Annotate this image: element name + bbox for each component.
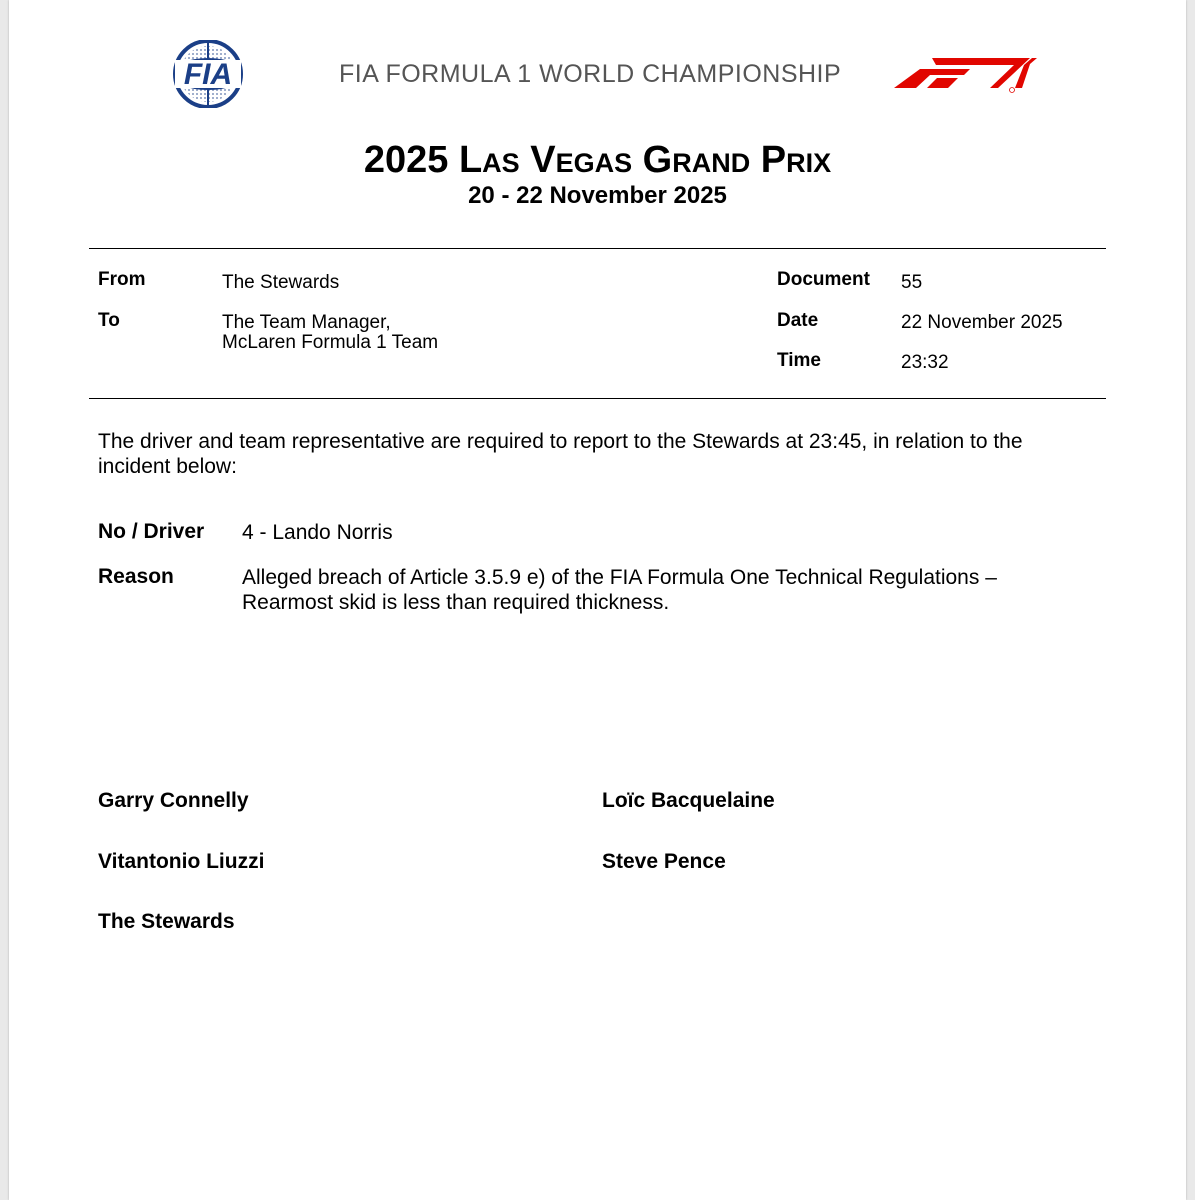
reason-value: Alleged breach of Article 3.5.9 e) of the FIA Formula One Technical Regulations – Rearmost skid is less than required thickness. (242, 566, 997, 614)
to-label: To (98, 310, 120, 331)
document-value: 55 (901, 272, 923, 293)
date-label: Date (777, 310, 819, 331)
championship-title: FIA FORMULA 1 WORLD CHAMPIONSHIP (339, 60, 842, 88)
to-value-line2: McLaren Formula 1 Team (222, 332, 439, 353)
document-label: Document (777, 269, 870, 290)
summons-intro: The driver and team representative are required to report to the Stewards at 23:45, in relation to the incident below: (98, 430, 1023, 478)
time-value: 23:32 (901, 352, 949, 373)
time-label: Time (777, 350, 822, 371)
from-value: The Stewards (222, 272, 340, 293)
driver-label: No / Driver (98, 520, 205, 543)
document-page (9, 0, 1186, 1200)
closing-signature: The Stewards (98, 910, 235, 933)
steward-name: Loïc Bacquelaine (602, 789, 775, 812)
reason-label: Reason (98, 565, 174, 588)
driver-value: 4 - Lando Norris (242, 521, 393, 544)
to-value-line1: The Team Manager, (222, 312, 391, 333)
from-label: From (98, 269, 146, 290)
bottom-divider (89, 398, 1106, 399)
event-name: Las Vegas Grand Prix (458, 139, 832, 181)
fia-logo (159, 40, 257, 108)
date-value: 22 November 2025 (901, 312, 1063, 333)
event-dates: 20 - 22 November 2025 (468, 182, 727, 209)
top-divider (89, 248, 1106, 249)
steward-name: Steve Pence (602, 850, 726, 873)
steward-name: Garry Connelly (98, 789, 249, 812)
event-title (9, 139, 1186, 182)
steward-name: Vitantonio Liuzzi (98, 850, 265, 873)
f1-logo (892, 56, 1037, 94)
fia-logo-text: FIA (183, 58, 233, 91)
event-year: 2025 (363, 139, 449, 181)
